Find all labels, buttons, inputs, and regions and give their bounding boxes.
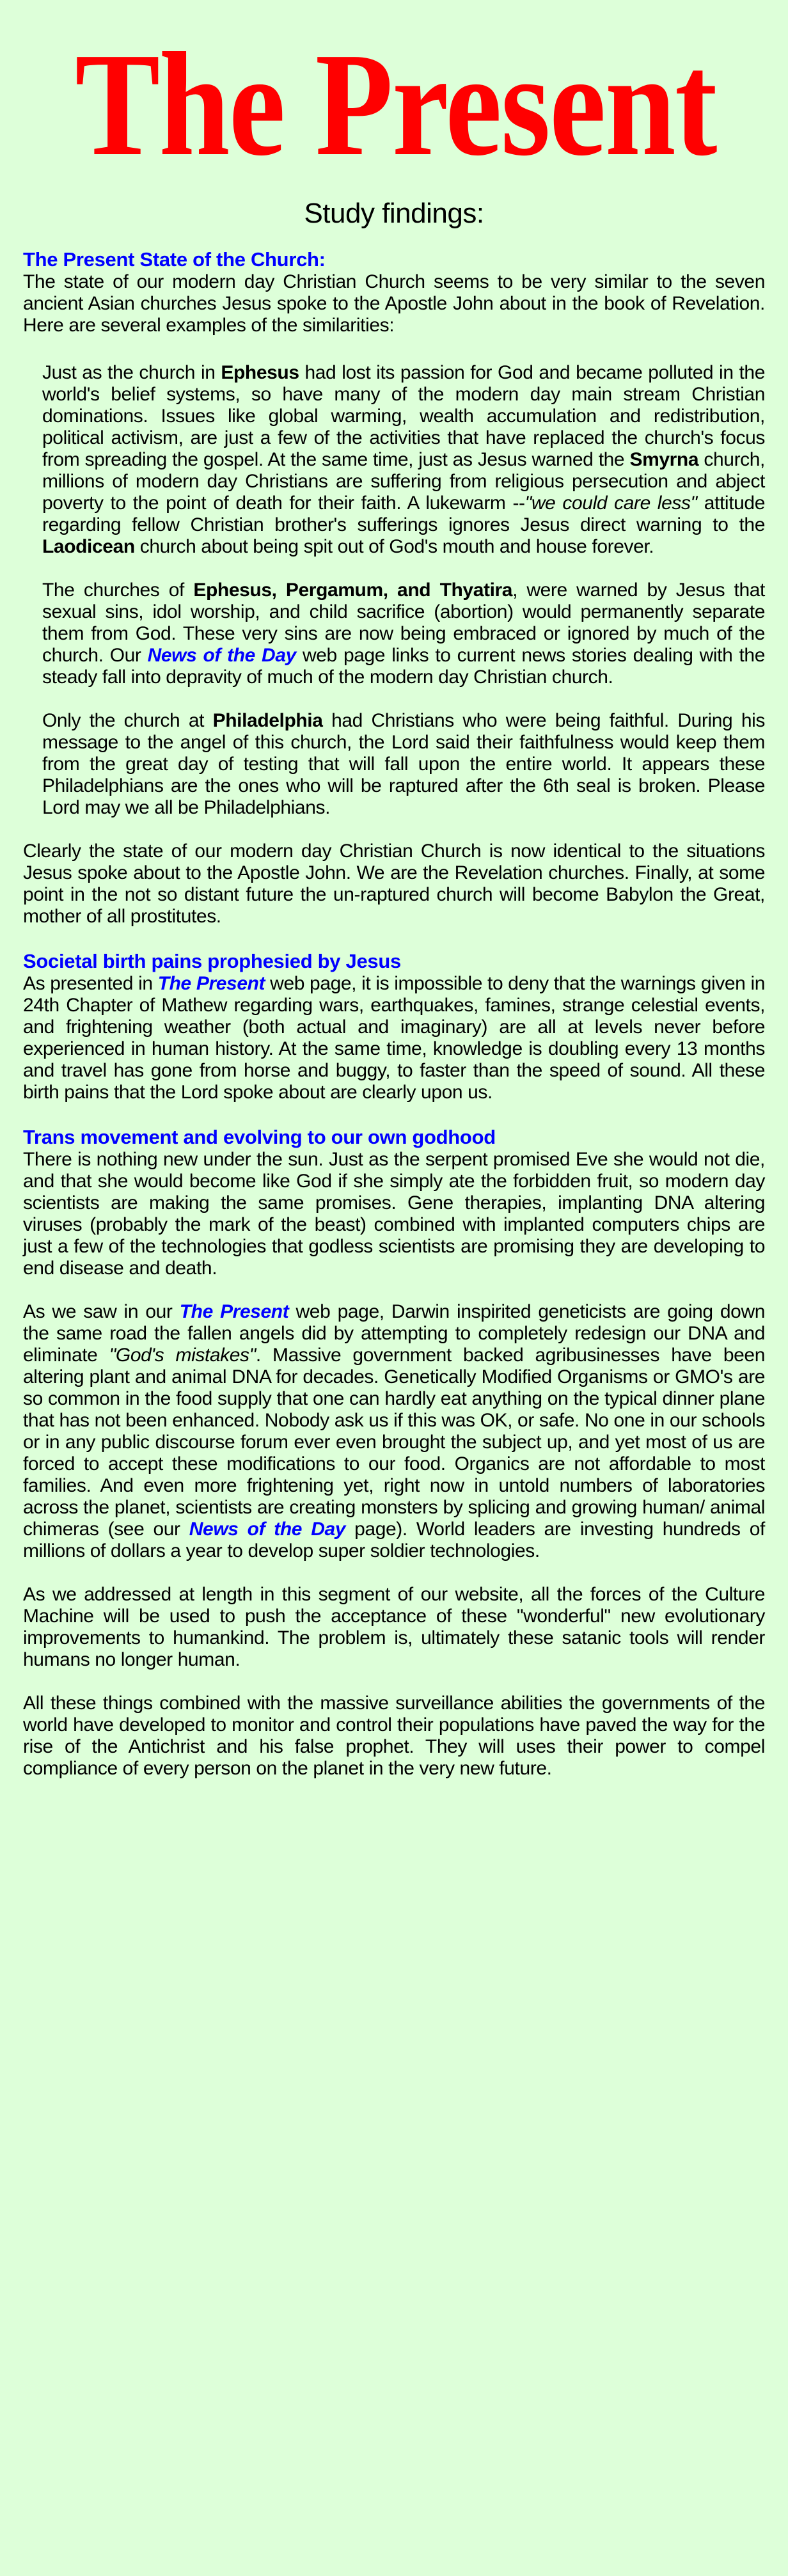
trans-paragraph-1: There is nothing new under the sun. Just as the serpent promised Eve she would not die, and that she would become like God if she simply ate the forbidden fruit, so modern day scientists are making the same promises. Gene therapies, implanting DNA altering viruses (probably the mark of the beast) combined with implanted computers chips are just a few of the technologies that godless scientists are promising they are developing to end disease and death. [23, 1148, 765, 1279]
trans-paragraph-2 [23, 1301, 765, 1562]
text-run: had Christians who were being faithful. During his message to the angel of this church, the Lord said their faithfulness would keep them from the great day of testing that will fall upon the entire world. It appears these Philadelphians are the ones who will be raptured after the 6th seal is broken. Please Lord may we all be Philadelphians. [42, 709, 765, 818]
quote-italic: "God's mistakes" [109, 1344, 256, 1366]
text-run: The churches of [42, 579, 194, 601]
section-societal-birth-pains [23, 949, 765, 1103]
church-name-ephesus: Ephesus [221, 361, 299, 383]
text-run: web page, it is impossible to deny that the warnings given in 24th Chapter of Mathew regarding wars, earthquakes, famines, strange celestial events, and frightening weather (both actual and imaginary) are all at levels never before experienced in human history. At the same time, knowledge is doubling every 13 months and travel has gone from horse and buggy, to faster than the speed of sound. All these birth pains that the Lord spoke about are clearly upon us. [23, 972, 765, 1103]
news-of-the-day-link[interactable]: News of the Day [147, 644, 296, 666]
church-name-laodicean: Laodicean [42, 535, 135, 557]
text-run: As we saw in our [23, 1300, 180, 1322]
example-paragraph-pergamum-thyatira [23, 580, 765, 688]
birth-pains-paragraph [23, 973, 765, 1103]
page-title: The Present [75, 22, 716, 187]
church-name-philadelphia: Philadelphia [212, 709, 323, 731]
section-present-state-of-church [23, 248, 765, 928]
text-run: attitude regarding fellow Christian brother's sufferings ignores Jesus direct warning to the [42, 492, 765, 535]
text-run: . Massive government backed agribusinesses have been altering plant and animal DNA for decades. Genetically Modified Organisms or GMO's are so common in the food supply that one can hardly eat anything on the typical dinner plane that has not been enhanced. Nobody ask us if this was OK, or safe. No one in our schools or in any public discourse forum ever even brought the subject up, and yet most of us are forced to accept these modifications to our food. Organics are not affordable to most families. And even more frightening yet, right now in untold numbers of laboratories across the planet, scientists are creating monsters by splicing and growing human/ animal chimeras (see our [23, 1344, 765, 1540]
example-paragraph-ephesus-smyrna-laodicea [23, 362, 765, 558]
the-present-link[interactable]: The Present [157, 972, 265, 994]
section-heading: The Present State of the Church: [23, 248, 326, 271]
section-trans-movement [23, 1125, 765, 1780]
text-run: web page links to current news stories dealing with the steady fall into depravity of much of the modern day Christian church. [42, 644, 765, 688]
the-present-link[interactable]: The Present [179, 1300, 289, 1322]
text-run: web page, Darwin inspirited geneticists are going down the same road the fallen angels did by attempting to completely redesign our DNA and eliminate [23, 1300, 766, 1366]
text-run: had lost its passion for God and became polluted in the world's belief systems, so have many of the modern day main stream Christian dominations. Issues like global warming, wealth accumulation and redistribution, political activism, are just a few of the activities that have replaced the church's focus from spreading the gospel. At the same time, just as Jesus warned the [42, 361, 765, 470]
text-run: church, millions of modern day Christians are suffering from religious persecution and abject poverty to the point of death for their faith. A lukewarm -- [42, 448, 765, 514]
example-paragraph-philadelphia [23, 710, 765, 819]
trans-paragraph-3: As we addressed at length in this segment of our website, all the forces of the Culture Machine will be used to push the acceptance of these "wonderful" new evolutionary improvements to humankind. The problem is, ultimately these satanic tools will render humans no longer human. [23, 1583, 765, 1670]
section-conclusion-paragraph: Clearly the state of our modern day Christian Church is now identical to the situations Jesus spoke about to the Apostle John. We are the Revelation churches. Finally, at some point in the not so distant future the un-raptured church will become Babylon the Great, mother of all prostitutes. [23, 840, 765, 927]
text-run: Just as the church in [42, 361, 221, 383]
section-intro-paragraph: The state of our modern day Christian Church seems to be very similar to the seven ancient Asian churches Jesus spoke to the Apostle John about in the book of Revelation. Here are several examples of the similarities: [23, 271, 765, 336]
text-run: Only the church at [42, 709, 213, 731]
news-of-the-day-link[interactable]: News of the Day [189, 1518, 346, 1540]
church-names-bold: Ephesus, Pergamum, and Thyatira [193, 579, 513, 601]
section-heading: Trans movement and evolving to our own godhood [23, 1125, 496, 1148]
page-subtitle: Study findings: [304, 198, 484, 229]
text-run: church about being spit out of God's mouth and house forever. [134, 535, 654, 557]
text-run: As presented in [23, 972, 158, 994]
church-name-smyrna: Smyrna [629, 448, 699, 470]
text-run: , were warned by Jesus that sexual sins, idol worship, and child sacrifice (abortion) would permanently separate them from God. These very sins are now being embraced or ignored by much of the church. Our [42, 579, 765, 666]
text-run: page). World leaders are investing hundreds of millions of dollars a year to develop super soldier technologies. [23, 1518, 765, 1561]
section-heading: Societal birth pains prophesied by Jesus [23, 949, 401, 972]
trans-paragraph-4: All these things combined with the massive surveillance abilities the governments of the world have developed to monitor and control their populations have paved the way for the rise of the Antichrist and his false prophet. They will uses their power to compel compliance of every person on the planet in the very new future. [23, 1692, 765, 1779]
quote-italic: "we could care less" [524, 492, 697, 514]
